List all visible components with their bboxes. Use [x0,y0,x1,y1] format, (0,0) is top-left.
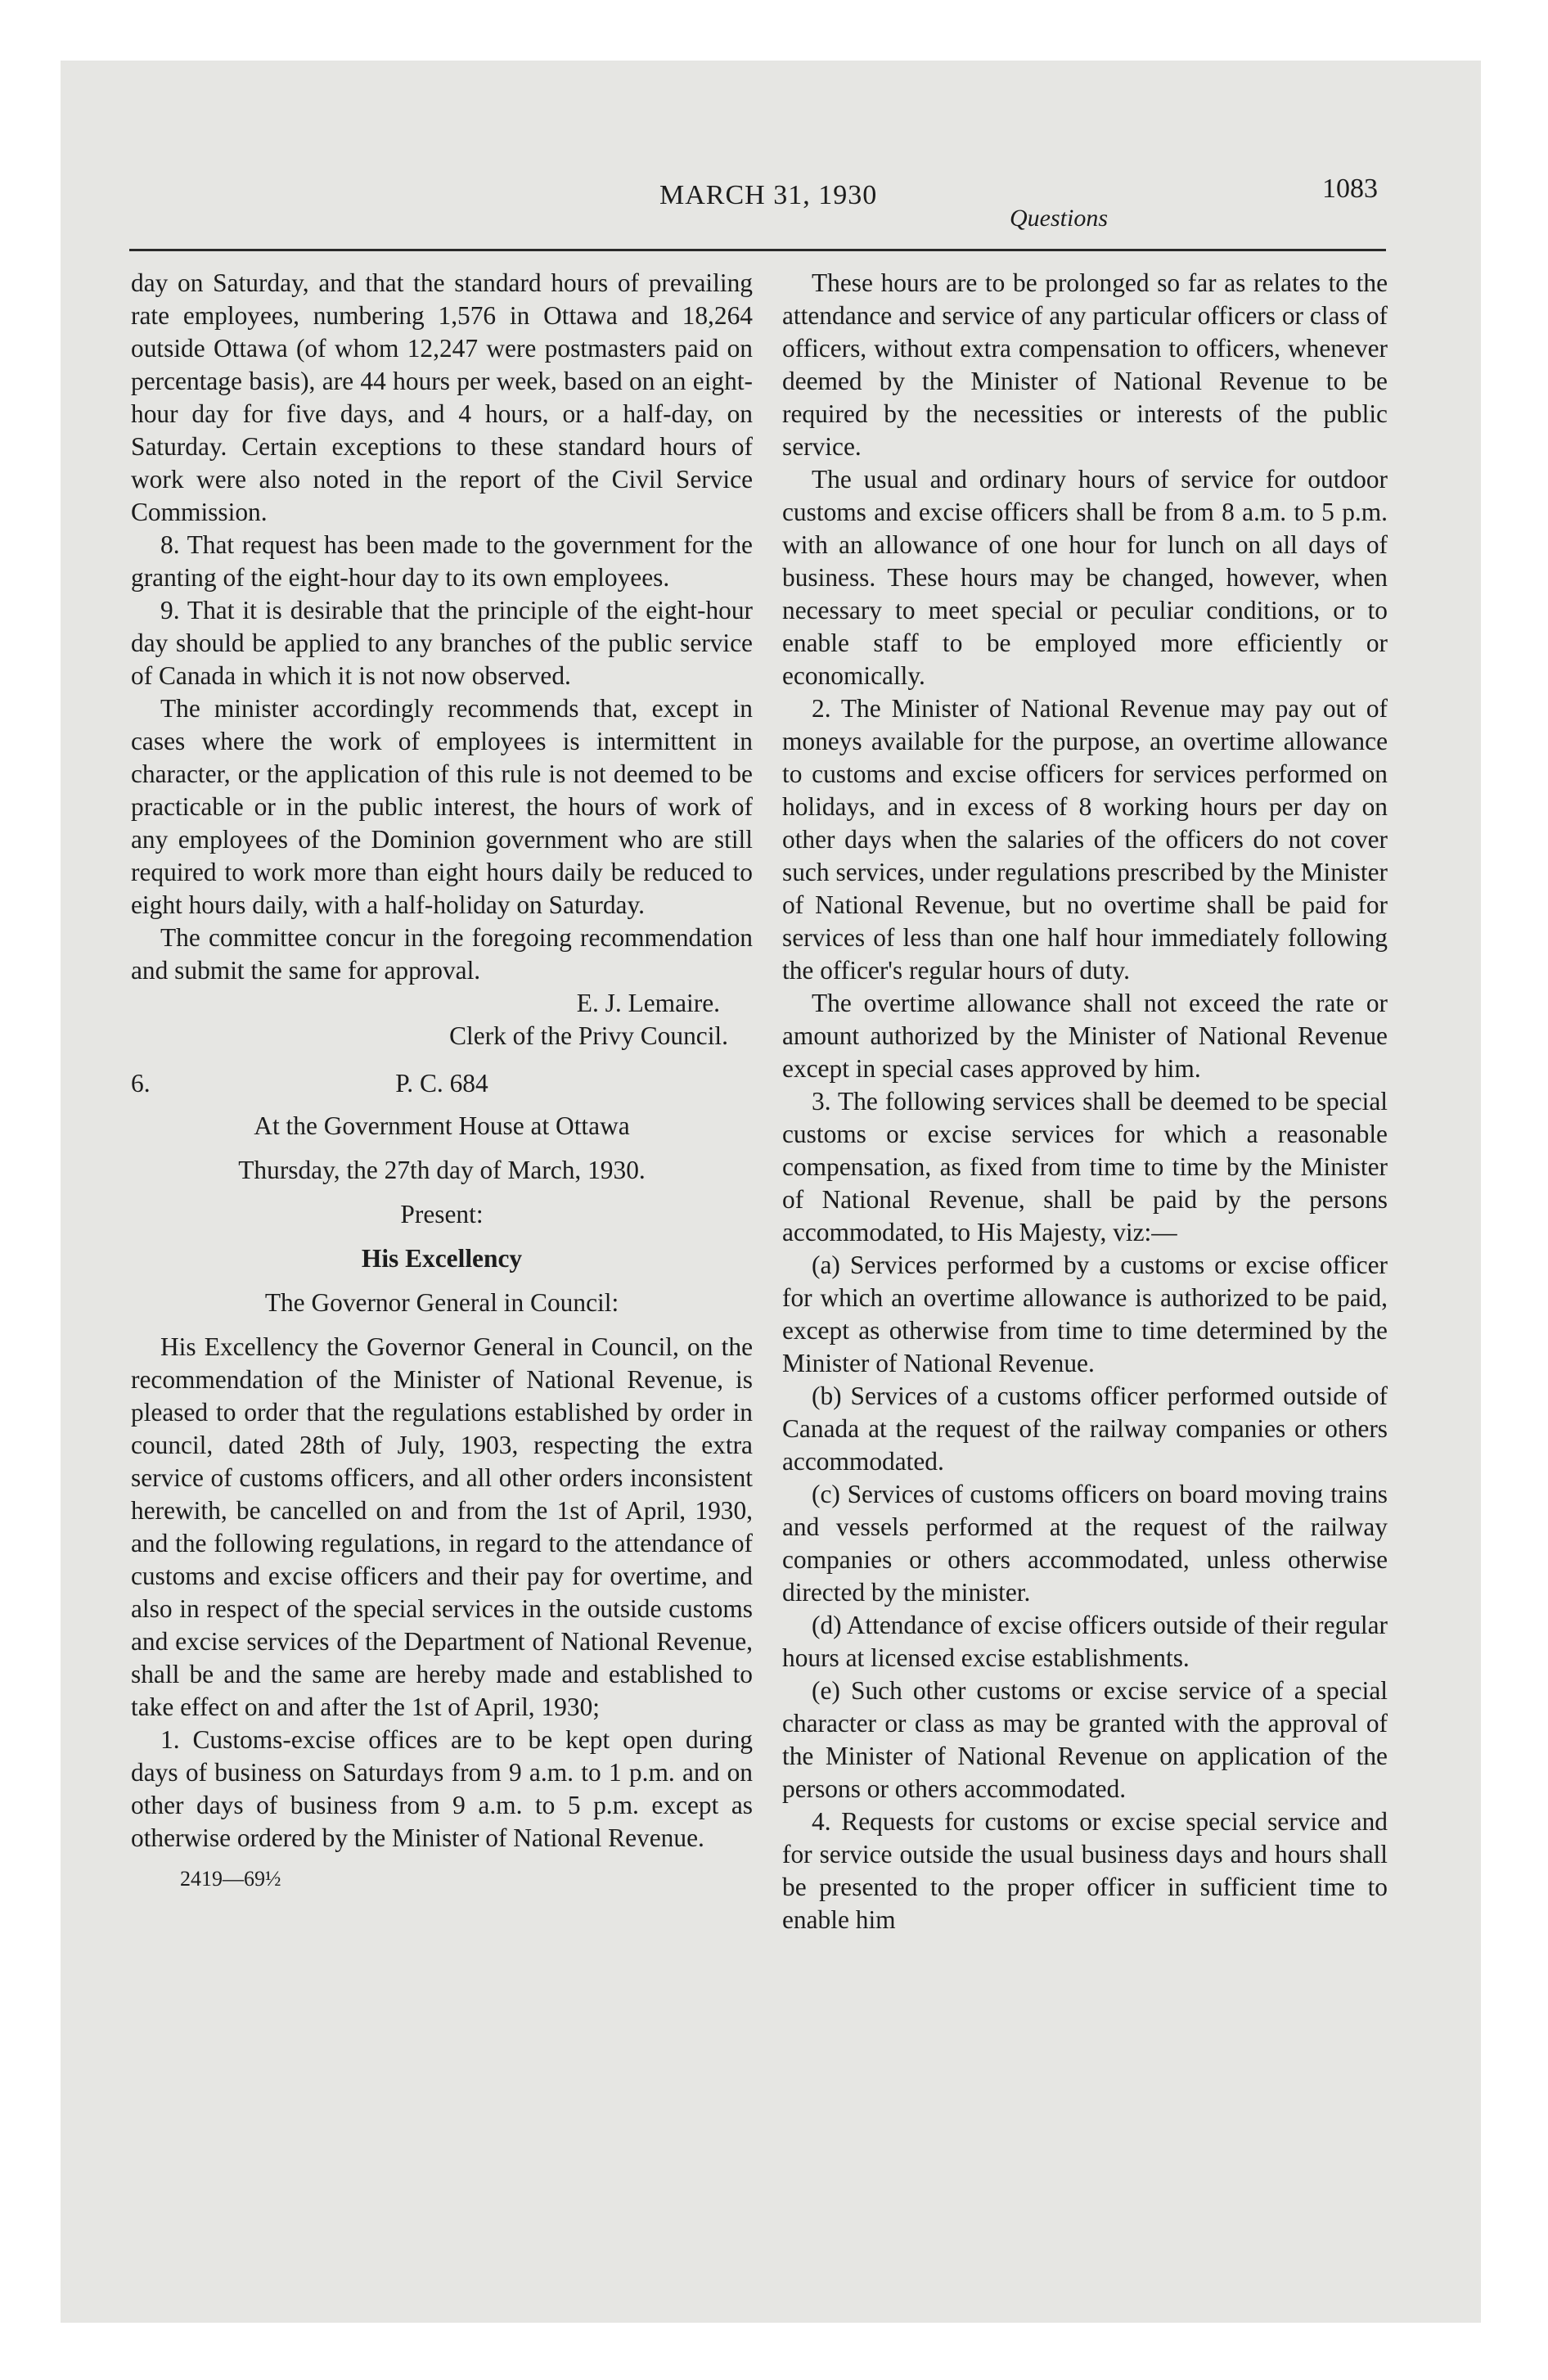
page-number: 1083 [1322,174,1378,204]
paragraph: The committee concur in the foregoing recommendation and submit the same for approval. [131,923,753,985]
left-column [131,267,753,1895]
printer-signature-mark: 2419—69½ [180,1867,281,1891]
header-date: MARCH 31, 1930 [659,180,878,210]
signatory-title: Clerk of the Privy Council. [449,1021,728,1050]
excellency-heading: His Excellency [361,1244,523,1273]
paragraph: (a) Services performed by a customs or excise officer for which an overtime allowance is authorized to be paid, except as otherwise from time to time determined by the Minister of National Revenue. [782,1251,1388,1377]
paragraph: (c) Services of customs officers on board moving trains and vessels performed at the request of the railway companies or others accommodated, unless otherwise directed by the minister. [782,1480,1388,1607]
paragraph: 2. The Minister of National Revenue may pay out of moneys available for the purpose, an overtime allowance to customs and excise officers for services performed on holidays, and in excess of 8 working hours per day on other days when the salaries of the officers do not cover such services, under regulations prescribed by the Minister of National Revenue, but no overtime shall be paid for services of less than one half hour immediately following the officer's regular hours of duty. [782,694,1388,985]
paragraph: 4. Requests for customs or excise special service and for service outside the usual business days and hours shall be presented to the proper officer in sufficient time to enable him [782,1807,1388,1934]
paragraph: The usual and ordinary hours of service for outdoor customs and excise officers shall be from 8 a.m. to 5 p.m. with an allowance of one hour for lunch on all days of business. These hours may be changed, however, when necessary to meet special or peculiar conditions, or to enable staff to be employed more efficiently or economically. [782,465,1388,690]
paragraph: 1. Customs-excise offices are to be kept open during days of business on Saturdays from 9 a.m. to 1 p.m. and on other days of business from 9 a.m. to 5 p.m. except as otherwise ordered by the Minister of National Revenue. [131,1725,753,1852]
order-date: Thursday, the 27th day of March, 1930. [238,1156,646,1184]
paragraph: (d) Attendance of excise officers outside of their regular hours at licensed excise establishments. [782,1611,1388,1672]
item-number: 6. [131,1069,151,1098]
paragraph: 3. The following services shall be deemed to be special customs or excise services for which a reasonable compensation, as fixed from time to time by the Minister of National Revenue, shall be paid by the persons accommodated, to His Majesty, viz:— [782,1087,1388,1246]
paragraph: These hours are to be prolonged so far as relates to the attendance and service of any particular officers or class of officers, without extra compensation to officers, whenever deemed by the Minister of National Revenue to be required by the necessities or interests of the public service. [782,268,1388,461]
signatory-name: E. J. Lemaire. [576,989,720,1017]
order-heading [131,1067,753,1100]
header-rule [129,249,1386,251]
paragraph: The minister accordingly recommends that, except in cases where the work of employees is intermittent in character, or the application of this rule is not deemed to be practicable or in the public interest, the hours of work of any employees of the Dominion government who are still required to work more than eight hours daily be reduced to eight hours daily, with a half-holiday on Saturday. [131,694,753,919]
paragraph: His Excellency the Governor General in Council, on the recommendation of the Minister of National Revenue, is pleased to order that the regulations established by order in council, dated 28th of July, 1903, respecting the extra service of customs officers, and all other orders inconsistent herewith, be cancelled on and from the 1st of April, 1930, and the following regulations, in regard to the attendance of customs and excise officers and their pay for overtime, and also in respect of the special services in the outside customs and excise services of the Department of National Revenue, shall be and the same are hereby made and established to take effect on and after the 1st of April, 1930; [131,1332,753,1721]
order-place: At the Government House at Ottawa [254,1111,630,1140]
paragraph: day on Saturday, and that the standard hours of prevailing rate employees, numbering 1,576 in Ottawa and 18,264 outside Ottawa (of whom 12,247 were postmasters paid on percentage basis), are 44 hours per week, based on an eight-hour day for five days, and 4 hours, or a half-day, on Saturday. Certain exceptions to these standard hours of work were also noted in the report of the Civil Service Commission. [131,268,753,526]
governor-line: The Governor General in Council: [264,1288,619,1317]
header-section: Questions [1010,205,1108,232]
page-header [129,164,1386,254]
right-column [782,267,1388,1936]
paragraph: The overtime allowance shall not exceed the rate or amount authorized by the Minister of National Revenue except in special cases approved by him. [782,989,1388,1083]
paragraph: (b) Services of a customs officer performed outside of Canada at the request of the railway companies or others accommodated. [782,1382,1388,1476]
paragraph: 8. That request has been made to the government for the granting of the eight-hour day to its own employees. [131,530,753,592]
paragraph: (e) Such other customs or excise service of a special character or class as may be granted with the approval of the Minister of National Revenue on application of the persons or others accommodated. [782,1676,1388,1803]
present-label: Present: [400,1200,484,1228]
order-number: P. C. 684 [395,1069,488,1098]
paragraph: 9. That it is desirable that the principle of the eight-hour day should be applied to any branches of the public service of Canada in which it is not now observed. [131,596,753,690]
